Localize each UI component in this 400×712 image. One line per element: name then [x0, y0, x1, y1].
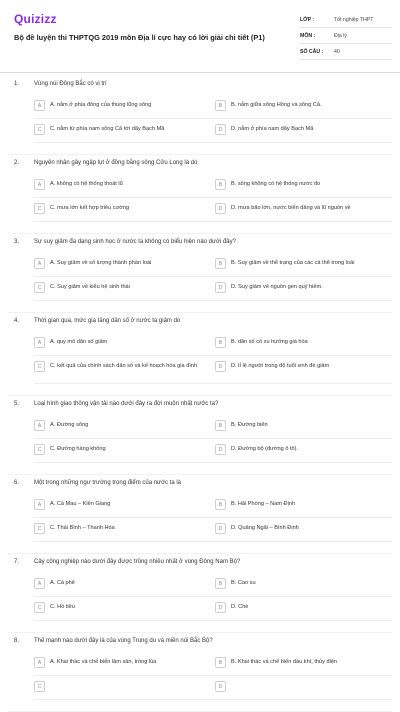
question-number: 4.	[14, 318, 20, 324]
option-text: A. không có hệ thống thoát lũ	[50, 181, 123, 187]
option-text: B. sông không có hệ thống nước đo	[231, 181, 321, 187]
option-divider	[34, 355, 392, 356]
option-letter-badge: B	[215, 100, 226, 111]
option-letter-badge: A	[34, 179, 45, 190]
option-divider	[34, 462, 392, 463]
option-text: A. quy mô dân số giảm	[50, 339, 108, 345]
answer-option[interactable]	[215, 282, 395, 293]
option-row	[0, 201, 400, 225]
answer-option[interactable]	[215, 124, 395, 135]
question-header	[0, 155, 400, 177]
option-row	[0, 256, 400, 280]
option-text: C. Hồ tiêu	[50, 604, 75, 610]
question-number: 6.	[14, 480, 20, 486]
question-divider	[8, 466, 392, 475]
question-divider	[8, 304, 392, 313]
option-text: D. nằm ở phía nam dãy Bạch Mã	[231, 126, 314, 132]
option-row	[0, 521, 400, 545]
question-item	[0, 155, 400, 234]
answer-option[interactable]	[34, 602, 204, 613]
question-number: 7.	[14, 559, 20, 565]
option-letter-badge: D	[215, 361, 226, 372]
meta-value: Tốt nghiệp THPT	[334, 16, 374, 23]
header-divider	[0, 72, 400, 73]
option-text: C. Đường hàng không	[50, 446, 106, 452]
answer-option[interactable]	[215, 602, 395, 613]
answer-option[interactable]	[34, 499, 204, 510]
option-row	[0, 418, 400, 442]
meta-row-count	[300, 44, 392, 60]
option-row	[0, 122, 400, 146]
option-divider	[34, 541, 392, 542]
meta-table	[300, 12, 392, 60]
answer-option[interactable]	[215, 444, 395, 455]
meta-label: MÔN :	[300, 32, 316, 39]
question-item	[0, 76, 400, 155]
answer-option[interactable]	[34, 657, 204, 668]
question-options	[0, 98, 400, 146]
question-item	[0, 554, 400, 633]
option-text: A. Suy giảm về số lượng thành phần loài	[50, 260, 152, 266]
option-letter-badge: A	[34, 499, 45, 510]
option-divider	[34, 699, 392, 700]
question-list	[0, 76, 400, 712]
answer-option[interactable]	[34, 523, 204, 534]
option-text: B. Suy giảm về thể trạng của các cá thể trong loài	[231, 260, 355, 266]
option-letter-badge: A	[34, 578, 45, 589]
option-row	[0, 497, 400, 521]
answer-option[interactable]	[34, 444, 204, 455]
option-letter-badge: C	[34, 523, 45, 534]
question-options	[0, 418, 400, 466]
answer-option[interactable]	[215, 100, 395, 111]
option-letter-badge: B	[215, 657, 226, 668]
option-text: C. Suy giảm về kiểu hệ sinh thái	[50, 284, 130, 290]
question-text: Nguyên nhân gây ngập lụt ở đồng bằng sông Cửu Long là do	[34, 160, 198, 166]
option-text: C. kết quả của chính sách dân số và kế hoạch hóa gia đình	[50, 363, 198, 369]
option-text: C. mưa lớn kết hợp triều cường	[50, 205, 130, 211]
answer-option[interactable]	[215, 337, 395, 348]
question-number: 3.	[14, 239, 20, 245]
question-number: 2.	[14, 160, 20, 166]
option-letter-badge: C	[34, 681, 45, 692]
option-letter-badge: C	[34, 361, 45, 372]
option-letter-badge: A	[34, 657, 45, 668]
question-header	[0, 234, 400, 256]
option-text: B. dân số có xu hướng già hóa	[231, 339, 308, 345]
option-text: D. Quảng Ngãi – Bình Định	[231, 525, 299, 531]
option-row	[0, 359, 400, 387]
option-letter-badge: D	[215, 523, 226, 534]
question-item	[0, 396, 400, 475]
option-text: A. nằm ở phía đông của thung lũng sông	[50, 102, 152, 108]
option-letter-badge: A	[34, 100, 45, 111]
meta-row-grade	[300, 12, 392, 28]
question-options	[0, 497, 400, 545]
question-divider	[8, 545, 392, 554]
question-header	[0, 396, 400, 418]
option-letter-badge: C	[34, 124, 45, 135]
answer-option[interactable]	[215, 657, 395, 668]
meta-label: SỐ CÂU :	[300, 48, 324, 55]
option-text: A. Khai thác và chế biến lâm sản, trồng lúa	[50, 659, 157, 665]
question-item	[0, 313, 400, 396]
question-text: Cây công nghiệp nào dưới đây được trồng nhiều nhất ở vùng Đông Nam Bộ?	[34, 559, 241, 565]
question-header	[0, 76, 400, 98]
option-divider	[34, 620, 392, 621]
question-divider	[8, 703, 392, 712]
answer-option[interactable]	[215, 203, 395, 214]
option-divider	[34, 675, 392, 676]
option-letter-badge: A	[34, 258, 45, 269]
option-letter-badge: D	[215, 282, 226, 293]
answer-option[interactable]	[215, 179, 395, 190]
option-divider	[34, 197, 392, 198]
answer-option[interactable]	[34, 681, 204, 692]
option-text: B. Cao su	[231, 580, 256, 586]
answer-option[interactable]	[34, 420, 204, 431]
answer-option[interactable]	[34, 578, 204, 589]
option-row	[0, 280, 400, 304]
option-letter-badge: B	[215, 179, 226, 190]
option-letter-badge: A	[34, 420, 45, 431]
option-row	[0, 177, 400, 201]
answer-option[interactable]	[34, 282, 204, 293]
option-letter-badge: B	[215, 499, 226, 510]
worksheet-header	[0, 0, 400, 70]
question-number: 8.	[14, 638, 20, 644]
option-letter-badge: B	[215, 337, 226, 348]
answer-option[interactable]	[34, 124, 204, 135]
answer-option[interactable]	[215, 499, 395, 510]
option-text: D. tỉ lệ người trong độ tuổi sinh đẻ giảm	[231, 363, 330, 369]
question-text: Thời gian qua, mức gia tăng dân số ở nước ta giảm do	[34, 318, 181, 324]
answer-option[interactable]	[34, 361, 204, 372]
worksheet-title: Bộ đề luyện thi THPTQG 2019 môn Địa lí cực hay có lời giải chi tiết (P1)	[14, 33, 265, 42]
option-letter-badge: C	[34, 444, 45, 455]
option-text: B. Đường biển	[231, 422, 268, 428]
option-letter-badge: D	[215, 203, 226, 214]
question-options	[0, 335, 400, 387]
question-options	[0, 655, 400, 703]
option-divider	[34, 118, 392, 119]
question-divider	[8, 387, 392, 396]
option-text: A. Cà phê	[50, 580, 75, 586]
quizizz-logo: Quizizz	[14, 12, 57, 26]
option-divider	[34, 596, 392, 597]
question-item	[0, 234, 400, 313]
option-letter-badge: A	[34, 337, 45, 348]
meta-row-subject	[300, 28, 392, 44]
meta-value: 40	[334, 48, 340, 55]
question-number: 1.	[14, 81, 20, 87]
question-header	[0, 554, 400, 576]
option-letter-badge: B	[215, 578, 226, 589]
option-row	[0, 655, 400, 679]
question-text: Loại hình giao thông vận tải nào dưới đây ra đời muộn nhất nước ta?	[34, 401, 219, 407]
option-divider	[34, 276, 392, 277]
option-row	[0, 576, 400, 600]
answer-option[interactable]	[34, 203, 204, 214]
option-text: B. Khai thác và chế biến dầu khí, thủy điện	[231, 659, 338, 665]
option-text: C. nằm từ phía nam sông Cả tới dãy Bạch Mã	[50, 126, 165, 132]
meta-value: Địa lý	[334, 32, 347, 39]
option-row	[0, 600, 400, 624]
question-options	[0, 177, 400, 225]
option-letter-badge: C	[34, 602, 45, 613]
option-letter-badge: D	[215, 124, 226, 135]
option-text: C. Thái Bình – Thanh Hóa	[50, 525, 115, 531]
option-text: B. nằm giữa sông Hồng và sông Cả.	[231, 102, 322, 108]
option-letter-badge: C	[34, 203, 45, 214]
question-text: Một trong những ngư trường trọng điểm của nước ta là	[34, 480, 182, 486]
option-letter-badge: D	[215, 602, 226, 613]
question-text: Vùng núi Đông Bắc có vị trí	[34, 81, 107, 87]
answer-option[interactable]	[215, 523, 395, 534]
question-text: Sự suy giảm đa dạng sinh học ở nước ta không có biểu hiện nào dưới đây?	[34, 239, 236, 245]
option-letter-badge: B	[215, 258, 226, 269]
option-row	[0, 679, 400, 703]
option-letter-badge: D	[215, 444, 226, 455]
answer-option[interactable]	[215, 681, 395, 692]
meta-label: LỚP :	[300, 16, 315, 23]
option-divider	[34, 221, 392, 222]
option-text: B. Hải Phòng – Nam Định	[231, 501, 296, 507]
question-header	[0, 475, 400, 497]
option-divider	[34, 142, 392, 143]
option-letter-badge: D	[215, 681, 226, 692]
answer-option[interactable]	[34, 179, 204, 190]
question-options	[0, 256, 400, 304]
option-row	[0, 335, 400, 359]
answer-option[interactable]	[215, 258, 395, 269]
question-item	[0, 475, 400, 554]
option-divider	[34, 300, 392, 301]
answer-option[interactable]	[215, 420, 395, 431]
question-header	[0, 313, 400, 335]
option-letter-badge: C	[34, 282, 45, 293]
answer-option[interactable]	[34, 337, 204, 348]
answer-option[interactable]	[215, 578, 395, 589]
option-text: D. mưa bão lớn, nước biển dâng và lũ nguồn về	[231, 205, 351, 211]
question-divider	[8, 225, 392, 234]
option-text: D. Suy giảm về nguồn gen quý hiếm.	[231, 284, 323, 290]
option-divider	[34, 517, 392, 518]
question-options	[0, 576, 400, 624]
question-header	[0, 633, 400, 655]
option-divider	[34, 383, 392, 384]
option-letter-badge: B	[215, 420, 226, 431]
option-text: D. Đường bộ (đường ô tô).	[231, 446, 299, 452]
question-number: 5.	[14, 401, 20, 407]
option-divider	[34, 438, 392, 439]
option-text: D. Chè	[231, 604, 249, 610]
answer-option[interactable]	[215, 361, 395, 372]
option-row	[0, 98, 400, 122]
question-text: Thế mạnh nào dưới đây là của vùng Trung du và miền núi Bắc Bộ?	[34, 638, 213, 644]
question-item	[0, 633, 400, 712]
option-text: A. Cà Mau – Kiên Giang	[50, 501, 111, 507]
option-text: A. Đường sông	[50, 422, 89, 428]
question-divider	[8, 624, 392, 633]
option-row	[0, 442, 400, 466]
answer-option[interactable]	[34, 258, 204, 269]
answer-option[interactable]	[34, 100, 204, 111]
question-divider	[8, 146, 392, 155]
